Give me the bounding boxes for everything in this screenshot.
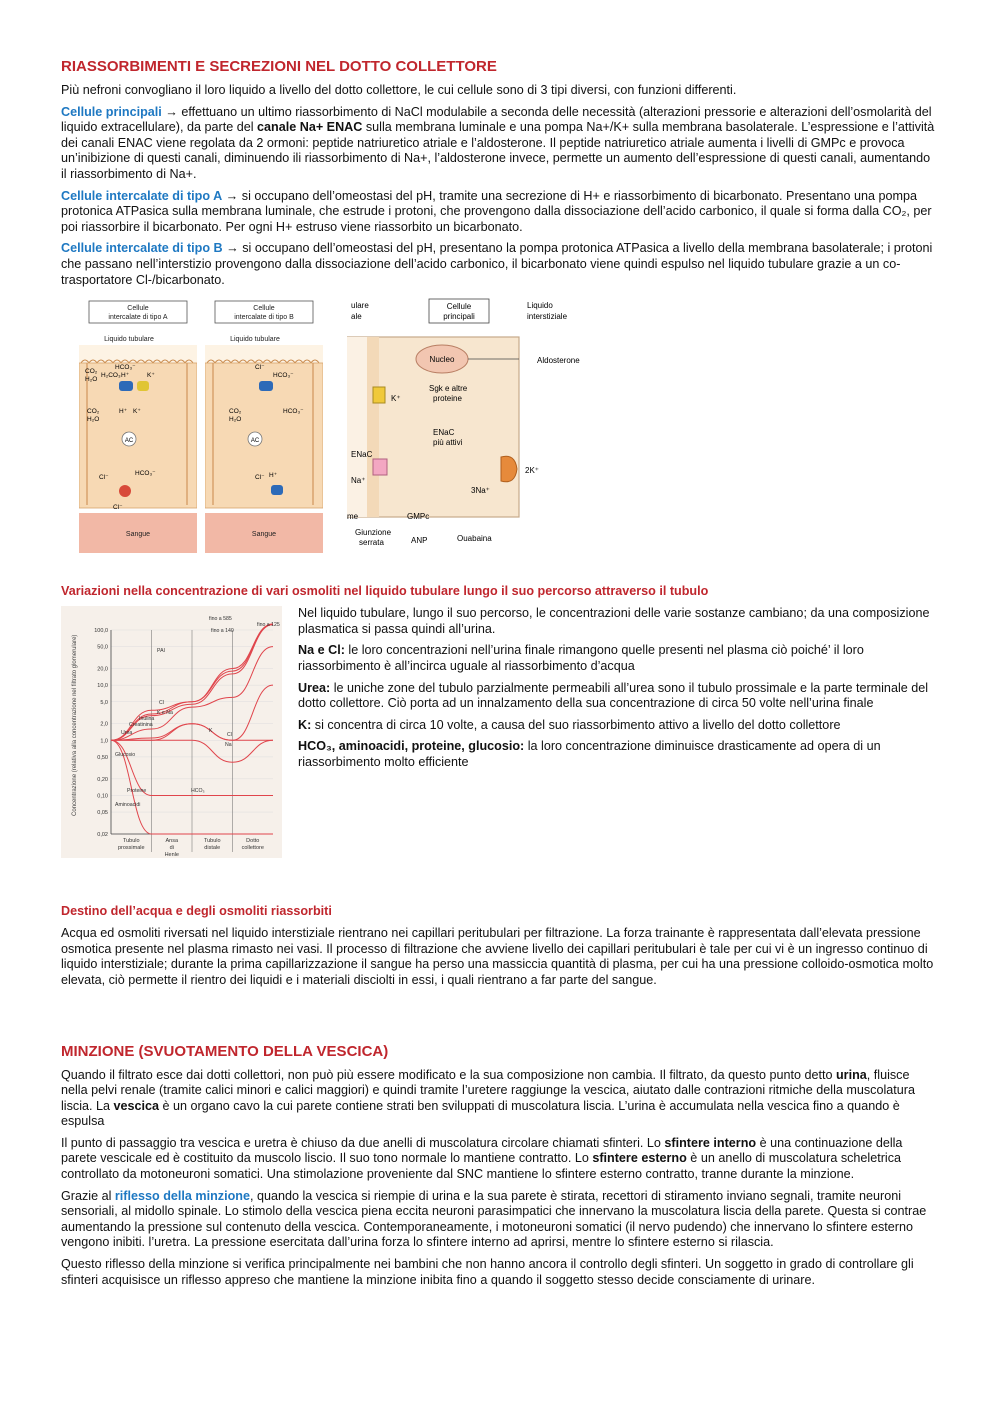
- svg-text:CO₂: CO₂: [87, 408, 100, 416]
- svg-text:Nucleo: Nucleo: [429, 355, 455, 365]
- chart-category-label: Dotto: [246, 838, 260, 845]
- chart-ytick-label: 20,0: [97, 666, 108, 673]
- svg-text:intercalate di tipo B: intercalate di tipo B: [234, 314, 294, 322]
- section-title-variazioni: Variazioni nella concentrazione di vari osmoliti nel liquido tubulare lungo il suo percorso attraverso il tubulo: [61, 584, 709, 599]
- svg-text:Cl⁻: Cl⁻: [255, 364, 265, 372]
- term-riflesso-minzione: riflesso della minzione: [114, 1188, 250, 1203]
- svg-text:Aldosterone: Aldosterone: [537, 356, 580, 366]
- section-title-dotto-collettore: RIASSORBIMENTI E SECREZIONI NEL DOTTO COLLETTORE: [61, 58, 497, 75]
- document-page: [61, 58, 939, 1294]
- svg-text:HCO₃⁻: HCO₃⁻: [283, 408, 304, 416]
- term-canale-enac: canale Na+ ENAC: [257, 120, 363, 135]
- paragraph-osmoliti-intro: Nel liquido tubulare, lungo il suo percorso, le concentrazioni delle varie sostanze cambiano; da una composizione plasmatica si passa quindi all’urina.: [298, 606, 930, 636]
- paragraph-tipo-b: Cellule intercalate di tipo B → si occupano dell’omeostasi del pH, presentano la pompa protonica ATPasica a livello della membrana basolaterale; i protoni che passano nell’interstizio provengono dalla dissociazione dell’acido carbonico, il bicarbonato viene quindi espulso nel liquido tubulare grazie a un co-trasportatore Cl-/bicarbonato.: [61, 241, 933, 287]
- svg-text:Cellule: Cellule: [127, 305, 149, 313]
- chart-category-label: Ansa: [165, 838, 179, 845]
- svg-text:Sgk e altre: Sgk e altre: [429, 384, 468, 394]
- svg-text:Liquido tubulare: Liquido tubulare: [230, 336, 280, 344]
- svg-text:HCO₃⁻: HCO₃⁻: [273, 372, 294, 380]
- chart-ytick-label: 10,0: [97, 683, 108, 690]
- chart-ytick-label: 5,0: [100, 699, 108, 706]
- chart-ylabel: Concentrazione (relativa alla concentrazione nel filtrato glomerulare): [72, 634, 78, 817]
- paragraph-minzione-2: Il punto di passaggio tra vescica e uretra è chiuso da due anelli di muscolatura circolare chiamati sfinteri. Lo sfintere interno è una continuazione della parete vescicale ed è costituito da muscolo liscio. Il suo tono normale lo mantiene contratto. Lo sfintere esterno è un anello di muscolatura scheletrica controllato da motoneuroni somatici. Una stimolazione proveniente dal SNC mantiene lo sfintere esterno contratto, tranne durante la minzione.: [61, 1135, 903, 1182]
- chart-ytick-label: 0,20: [97, 776, 108, 783]
- svg-text:AC: AC: [250, 438, 260, 445]
- svg-text:Liquido: Liquido: [527, 301, 553, 311]
- chart-annotation: Inulina: [139, 716, 155, 723]
- svg-text:H₂O: H₂O: [85, 376, 98, 384]
- svg-text:HCO₃⁻: HCO₃⁻: [115, 364, 136, 372]
- paragraph-k: K: si concentra di circa 10 volte, a causa del suo riassorbimento attivo a livello del dotto collettore: [298, 717, 841, 732]
- svg-text:Na⁺: Na⁺: [351, 476, 366, 486]
- osmoliti-section: [61, 606, 939, 861]
- svg-text:Cellule: Cellule: [253, 305, 275, 313]
- term-cellule-principali: Cellule principali: [61, 104, 162, 119]
- svg-text:interstiziale: interstiziale: [527, 312, 568, 322]
- figure-panel-tipo-a: [79, 297, 197, 557]
- chart-ytick-label: 100,0: [94, 628, 108, 635]
- paragraph-tipo-a: Cellule intercalate di tipo A → si occupano dell’omeostasi del pH, tramite una secrezione di H+ e riassorbimento di bicarbonato. Presentano una pompa protonica ATPasica sulla membrana luminale, che estrude i protoni, che provengono dalla dissociazione dell’acido carbonico, il quale si forma dalla CO₂, per poi riassorbire il bicarbonato. Per ogni H+ estruso viene riassorbito un bicarbonato.: [61, 188, 932, 234]
- chart-annotation: K: [209, 728, 213, 735]
- chart-ytick-label: 0,50: [97, 755, 108, 762]
- svg-text:ale: ale: [351, 312, 362, 322]
- svg-text:H₂O: H₂O: [87, 416, 100, 424]
- paragraph-minzione-4: Questo riflesso della minzione si verifica principalmente nei bambini che non hanno ancora il controllo degli sfinteri. Un soggetto in grado di controllare gli sfinteri acquisisce un riflesso appreso che mantiene la minzione inibita fino a quando il soggetto stesso decide consciamente di urinare.: [61, 1257, 914, 1287]
- chart-annotation: Cl: [159, 700, 164, 707]
- collecting-duct-figure: [79, 297, 939, 559]
- svg-text:H₂O: H₂O: [229, 416, 242, 424]
- svg-text:Giunzione: Giunzione: [355, 528, 392, 538]
- svg-text:Cl⁻: Cl⁻: [113, 504, 123, 512]
- chart-annotation: Aminoacidi: [115, 802, 141, 809]
- svg-text:2K⁺: 2K⁺: [525, 466, 540, 476]
- chart-annotation: fino a 140: [211, 628, 234, 635]
- term-tipo-b: Cellule intercalate di tipo B: [61, 241, 223, 256]
- svg-text:H⁺: H⁺: [269, 472, 278, 480]
- figure-panel-principali: [347, 297, 587, 557]
- chart-annotation: Cl: [227, 732, 232, 739]
- osmoliti-chart: [61, 606, 282, 858]
- paragraph-urea: Urea: le uniche zone del tubulo parzialmente permeabili all’urea sono il tubulo prossimale e la parte terminale del dotto collettore. Ciò porta ad un innalzamento della sua concentrazione di circa 50 volte nell’urina finale: [298, 680, 929, 711]
- chart-ytick-label: 50,0: [97, 644, 108, 651]
- svg-text:ENaC: ENaC: [433, 428, 455, 438]
- chart-annotation: Proteine: [127, 788, 147, 795]
- paragraph-hco3: HCO₃, aminoacidi, proteine, glucosio: la loro concentrazione diminuisce drasticamente ad opera di un riassorbimento molto efficiente: [298, 739, 881, 769]
- chart-annotation: K e Na: [157, 710, 173, 717]
- chart-category-label: di: [169, 845, 174, 852]
- svg-text:3Na⁺: 3Na⁺: [471, 486, 490, 496]
- svg-text:K⁺: K⁺: [391, 394, 401, 404]
- term-tipo-a: Cellule intercalate di tipo A: [61, 188, 223, 203]
- section-title-destino: Destino dell’acqua e degli osmoliti riassorbiti: [61, 904, 332, 919]
- svg-text:Liquido tubulare: Liquido tubulare: [104, 336, 154, 344]
- svg-text:Cellule: Cellule: [446, 302, 472, 312]
- chart-ytick-label: 1,0: [100, 738, 108, 745]
- paragraph-na-cl: Na e Cl: le loro concentrazioni nell’urina finale rimangono quelle presenti nel plasma ciò poiché’ il loro riassorbimento è all’incirca uguale al riassorbimento d’acqua: [298, 643, 864, 673]
- svg-text:principali: principali: [443, 312, 475, 322]
- svg-text:Cl⁻: Cl⁻: [99, 474, 109, 482]
- svg-text:K⁺: K⁺: [133, 408, 141, 416]
- svg-text:AC: AC: [124, 438, 134, 445]
- svg-text:serrata: serrata: [359, 538, 384, 548]
- svg-text:CO₂: CO₂: [85, 368, 98, 376]
- svg-text:Cl⁻: Cl⁻: [255, 474, 265, 482]
- svg-text:H⁺: H⁺: [119, 408, 128, 416]
- chart-annotation: fino a 125: [257, 622, 280, 629]
- svg-text:K⁺: K⁺: [147, 372, 155, 380]
- paragraph-minzione-3: Grazie al riflesso della minzione, quando la vescica si riempie di urina e la sua parete è stirata, recettori di stiramento inviano segnali, tramite neuroni sensoriali, al midollo spinale. Lo stimolo della vescica piena eccita neuroni parasimpatici che innervano la muscolatura liscia della parete. Questa si contrae aumentando la pressione sul contenuto della vescica. Contemporaneamente, i motoneuroni somatici (il nervo pudendo) che innervano lo sfintere esterno vengono inibiti. l’uretra. La pressione esercitata dall’urina forza lo sfintere interno ad aprirsi, mentre lo sfintere esterno si rilascia.: [61, 1188, 927, 1250]
- chart-category-label: distale: [204, 845, 221, 852]
- chart-annotation: PAI: [157, 648, 165, 655]
- paragraph-minzione-1: Quando il filtrato esce dai dotti collettori, non può più essere modificato e la sua composizione non cambia. Il filtrato, da questo punto detto urina, fluisce nella pelvi renale (tramite calici minori e calici maggiori) e quindi tramite l’uretere raggiunge la vescica, aiutato dalle contrazioni ritmiche della muscolatura liscia. La vescica è un organo cavo la cui parete contiene strati ben sviluppati di muscolatura liscia. L’urina è accumulata nella vescica fino a quando è espulsa: [61, 1067, 915, 1129]
- svg-text:proteine: proteine: [433, 394, 462, 404]
- chart-ytick-label: 0,10: [97, 793, 108, 800]
- svg-text:intercalate di tipo A: intercalate di tipo A: [108, 314, 168, 322]
- svg-text:me: me: [347, 512, 359, 522]
- svg-text:H₂CO₃: H₂CO₃: [101, 372, 121, 380]
- paragraph-destino: Acqua ed osmoliti riversati nel liquido interstiziale rientrano nei capillari peritubulari per filtrazione. La forza trainante è rappresentata dall’elevata pressione osmotica presente nel plasma rimasto nei vasi. Il processo di filtrazione che avviene livello dei capillari peritubulari è tale per cui vi è un ingresso continuo di liquido interstiziale; durante la prima capillarizzazione il sangue ha perso una massiccia quantità di plasma, per cui ha una pressione colloido-osmotica molto elevata, ciò permette il rientro dei liquidi e i materiali disciolti in essi, i quali rientrano a far parte del sangue.: [61, 926, 934, 987]
- svg-text:ulare: ulare: [351, 301, 369, 311]
- svg-text:CO₂: CO₂: [229, 408, 242, 416]
- svg-text:Sangue: Sangue: [251, 531, 277, 539]
- svg-text:Ouabaina: Ouabaina: [457, 534, 492, 544]
- chart-ytick-label: 0,02: [97, 832, 108, 839]
- chart-annotation: Glucosio: [115, 752, 136, 759]
- chart-category-label: Henle: [164, 852, 179, 859]
- paragraph-cellule-principali: Cellule principali → effettuano un ultimo riassorbimento di NaCl modulabile a seconda delle necessità (alterazioni pressorie e alterazioni dell’osmolarità del liquido extracellulare), da parte del canale Na+ ENAC sulla membrana luminale e una pompa Na+/K+ sulla membrana basolaterale. L’espressione e l’attività dei canali ENAC viene regolata da 2 ormoni: peptide natriuretico atriale e l’aldosterone. Il peptide natriuretico atriale aumenta i livelli di GMPc e provoca un’inibizione di questi canali, diminuendo ili riassorbimento di Na+, l’aldosterone invece, permette un aumento dell’espressione di questi canali, aumentando il riassorbimento di Na+.: [61, 104, 935, 181]
- svg-text:più attivi: più attivi: [433, 438, 463, 448]
- chart-annotation: Creatinina: [129, 722, 153, 729]
- svg-text:H⁺: H⁺: [121, 372, 130, 380]
- svg-text:ENaC: ENaC: [351, 450, 373, 460]
- section-title-minzione: MINZIONE (SVUOTAMENTO DELLA VESCICA): [61, 1042, 389, 1060]
- chart-annotation: fino a 585: [209, 616, 232, 623]
- chart-category-label: Tubulo: [203, 838, 221, 845]
- osmoliti-text: [298, 606, 939, 776]
- paragraph-intro: Più nefroni convogliano il loro liquido a livello del dotto collettore, le cui cellule sono di 3 tipi diversi, con funzioni differenti.: [61, 83, 737, 97]
- chart-category-label: prossimale: [117, 845, 145, 852]
- chart-ytick-label: 0,05: [97, 810, 108, 817]
- chart-annotation: Urea: [121, 730, 133, 737]
- svg-text:HCO₃⁻: HCO₃⁻: [135, 470, 156, 478]
- svg-text:ANP: ANP: [411, 536, 428, 546]
- svg-text:Sangue: Sangue: [125, 531, 151, 539]
- chart-category-label: Tubulo: [122, 838, 140, 845]
- chart-ytick-label: 2,0: [100, 721, 108, 728]
- chart-category-label: collettore: [241, 845, 264, 852]
- svg-text:GMPc: GMPc: [407, 512, 430, 522]
- figure-panel-tipo-b: [205, 297, 323, 557]
- chart-annotation: Na: [225, 742, 232, 749]
- chart-annotation: HCO₃: [191, 788, 205, 795]
